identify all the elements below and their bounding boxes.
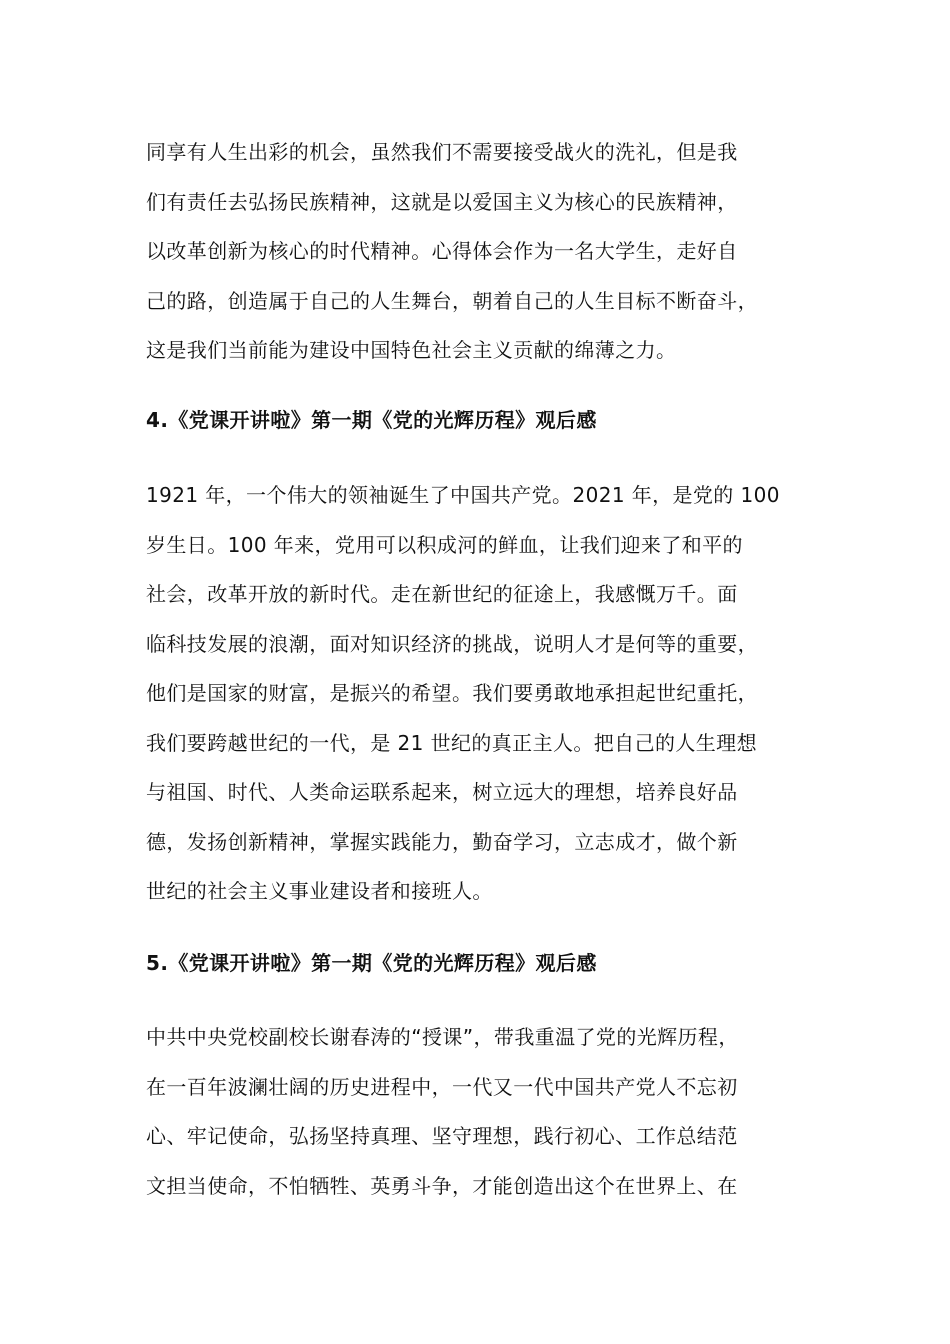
paragraph-line: 临科技发展的浪潮，面对知识经济的挑战，说明人才是何等的重要，	[146, 632, 758, 656]
paragraph-line: 文担当使命，不怕牺牲、英勇斗争，才能创造出这个在世界上、在	[146, 1174, 738, 1198]
paragraph-line: 们有责任去弘扬民族精神，这就是以爱国主义为核心的民族精神，	[146, 190, 738, 214]
paragraph-line: 我们要跨越世纪的一代，是 21 世纪的真正主人。把自己的人生理想	[146, 731, 757, 755]
paragraph-line: 以改革创新为核心的时代精神。心得体会作为一名大学生，走好自	[146, 239, 738, 263]
paragraph-line: 岁生日。100 年来，党用可以积成河的鲜血，让我们迎来了和平的	[146, 533, 743, 557]
paragraph-line: 社会，改革开放的新时代。走在新世纪的征途上，我感慨万千。面	[146, 582, 738, 606]
paragraph-line: 1921 年，一个伟大的领袖诞生了中国共产党。2021 年，是党的 100	[146, 483, 780, 507]
paragraph-line: 在一百年波澜壮阔的历史进程中，一代又一代中国共产党人不忘初	[146, 1075, 738, 1099]
paragraph-line: 己的路，创造属于自己的人生舞台，朝着自己的人生目标不断奋斗，	[146, 289, 758, 313]
paragraph-line: 德，发扬创新精神，掌握实践能力，勤奋学习，立志成才，做个新	[146, 830, 738, 854]
section-heading: 5.《党课开讲啦》第一期《党的光辉历程》观后感	[146, 951, 597, 975]
paragraph-line: 世纪的社会主义事业建设者和接班人。	[146, 879, 493, 903]
paragraph-line: 他们是国家的财富，是振兴的希望。我们要勇敢地承担起世纪重托，	[146, 681, 758, 705]
section-heading: 4.《党课开讲啦》第一期《党的光辉历程》观后感	[146, 408, 597, 432]
paragraph-line: 中共中央党校副校长谢春涛的“授课”，带我重温了党的光辉历程，	[146, 1025, 739, 1049]
paragraph-line: 这是我们当前能为建设中国特色社会主义贡献的绵薄之力。	[146, 338, 677, 362]
paragraph-line: 心、牢记使命，弘扬坚持真理、坚守理想，践行初心、工作总结范	[146, 1124, 738, 1148]
paragraph-line: 同享有人生出彩的机会，虽然我们不需要接受战火的洗礼，但是我	[146, 140, 738, 164]
paragraph-line: 与祖国、时代、人类命运联系起来，树立远大的理想，培养良好品	[146, 780, 738, 804]
